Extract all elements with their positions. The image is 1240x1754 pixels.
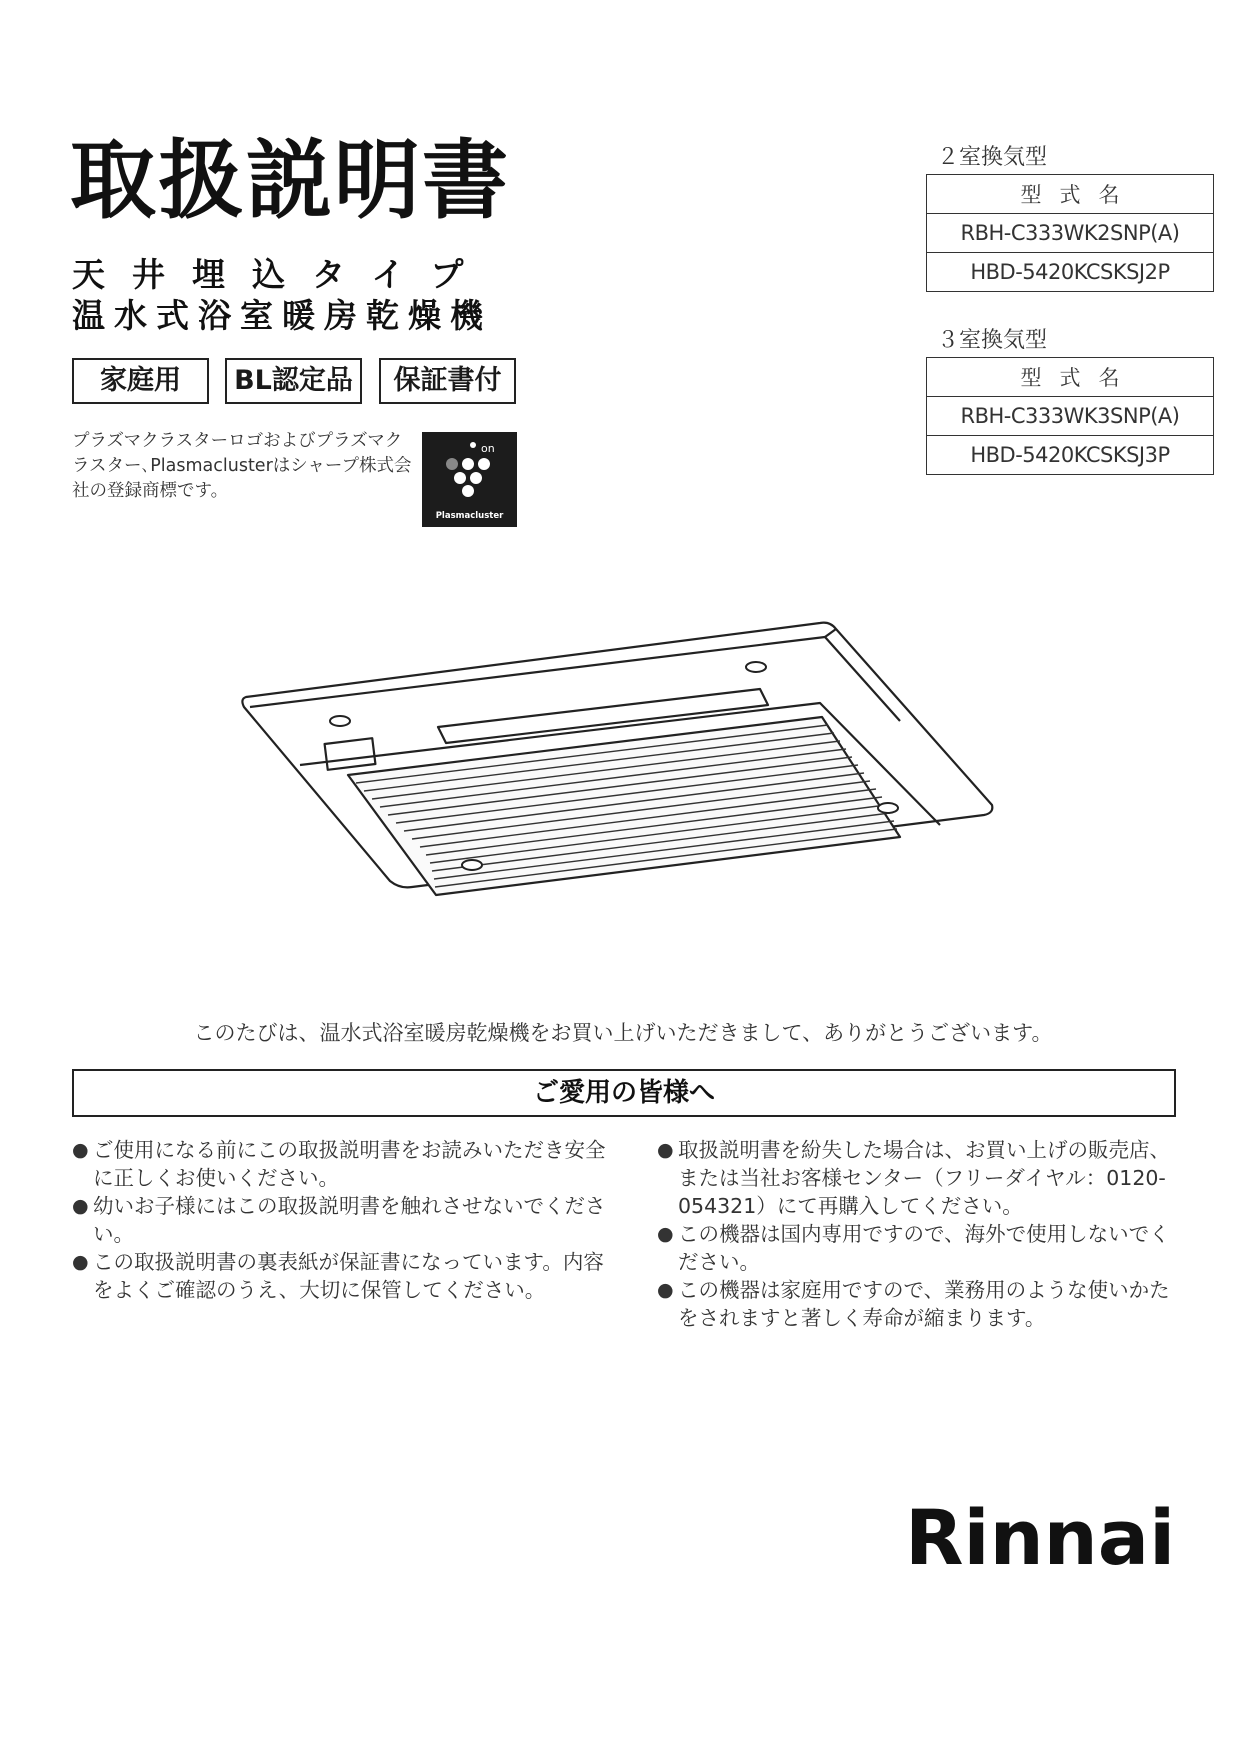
note-item: ● この機器は国内専用ですので、海外で使用しないでください。: [657, 1222, 1170, 1274]
plasma-ion-text: on: [481, 442, 495, 455]
notes-left-column: [72, 1136, 617, 1304]
plasmacluster-grape-icon: [422, 432, 517, 527]
bullet-icon: ●: [72, 1139, 89, 1161]
thanks-message: このたびは、温水式浴室暖房乾燥機をお買い上げいただきまして、ありがとうございます。: [193, 1021, 1053, 1045]
rinnai-logo: Rinnai: [905, 1493, 1176, 1582]
badge-warranty: 保証書付: [379, 358, 516, 404]
model-name: RBH-C333WK3SNP(A): [927, 397, 1214, 436]
model-table-header: 型式名: [927, 175, 1214, 214]
note-item: ● ご使用になる前にこの取扱説明書をお読みいただき安全に正しくお使いください。: [72, 1138, 606, 1190]
note-item: ● この取扱説明書の裏表紙が保証書になっています。内容をよくご確認のうえ、大切に保管してください。: [72, 1250, 604, 1302]
model-table-3room: [926, 357, 1214, 475]
bullet-icon: ●: [657, 1139, 674, 1161]
bullet-icon: ●: [657, 1279, 674, 1301]
trademark-note: プラズマクラスターロゴおよびプラズマクラスター､Plasmaclusterはシャープ株式会社の登録商標です。: [72, 431, 412, 501]
badge-bl-certified: BL認定品: [225, 358, 362, 404]
model-table-2room: [926, 174, 1214, 292]
ceiling-unit-drawing: [240, 615, 1010, 915]
model-table-header: 型式名: [927, 358, 1214, 397]
product-type-line2: 温水式浴室暖房乾燥機: [72, 296, 492, 335]
note-item: ● 取扱説明書を紛失した場合は、お買い上げの販売店、または当社お客様センター（フリーダイヤル：0120-054321）にて再購入してください。: [657, 1138, 1170, 1218]
note-item: ● この機器は家庭用ですので、業務用のような使いかたをされますと著しく寿命が縮まります。: [657, 1278, 1170, 1330]
product-illustration: [240, 615, 1010, 919]
plasma-logo-name: Plasmacluster: [435, 511, 504, 521]
model-name: HBD-5420KCSKSJ3P: [927, 436, 1214, 475]
model-group-2room-label: ２室換気型: [937, 145, 1048, 170]
bullet-icon: ●: [657, 1223, 674, 1245]
notes-right-column: [657, 1136, 1182, 1332]
plasmacluster-logo: [422, 432, 517, 527]
model-name: RBH-C333WK2SNP(A): [927, 214, 1214, 253]
manual-title: 取扱説明書: [70, 131, 510, 231]
model-name: HBD-5420KCSKSJ2P: [927, 253, 1214, 292]
badge-household: 家庭用: [72, 358, 209, 404]
bullet-icon: ●: [72, 1251, 89, 1273]
product-type-line1: 天井埋込タイプ: [72, 255, 491, 294]
section-title: ご愛用の皆様へ: [72, 1069, 1176, 1117]
model-group-3room-label: ３室換気型: [937, 328, 1048, 353]
note-item: ● 幼いお子様にはこの取扱説明書を触れさせないでください。: [72, 1194, 606, 1246]
bullet-icon: ●: [72, 1195, 89, 1217]
